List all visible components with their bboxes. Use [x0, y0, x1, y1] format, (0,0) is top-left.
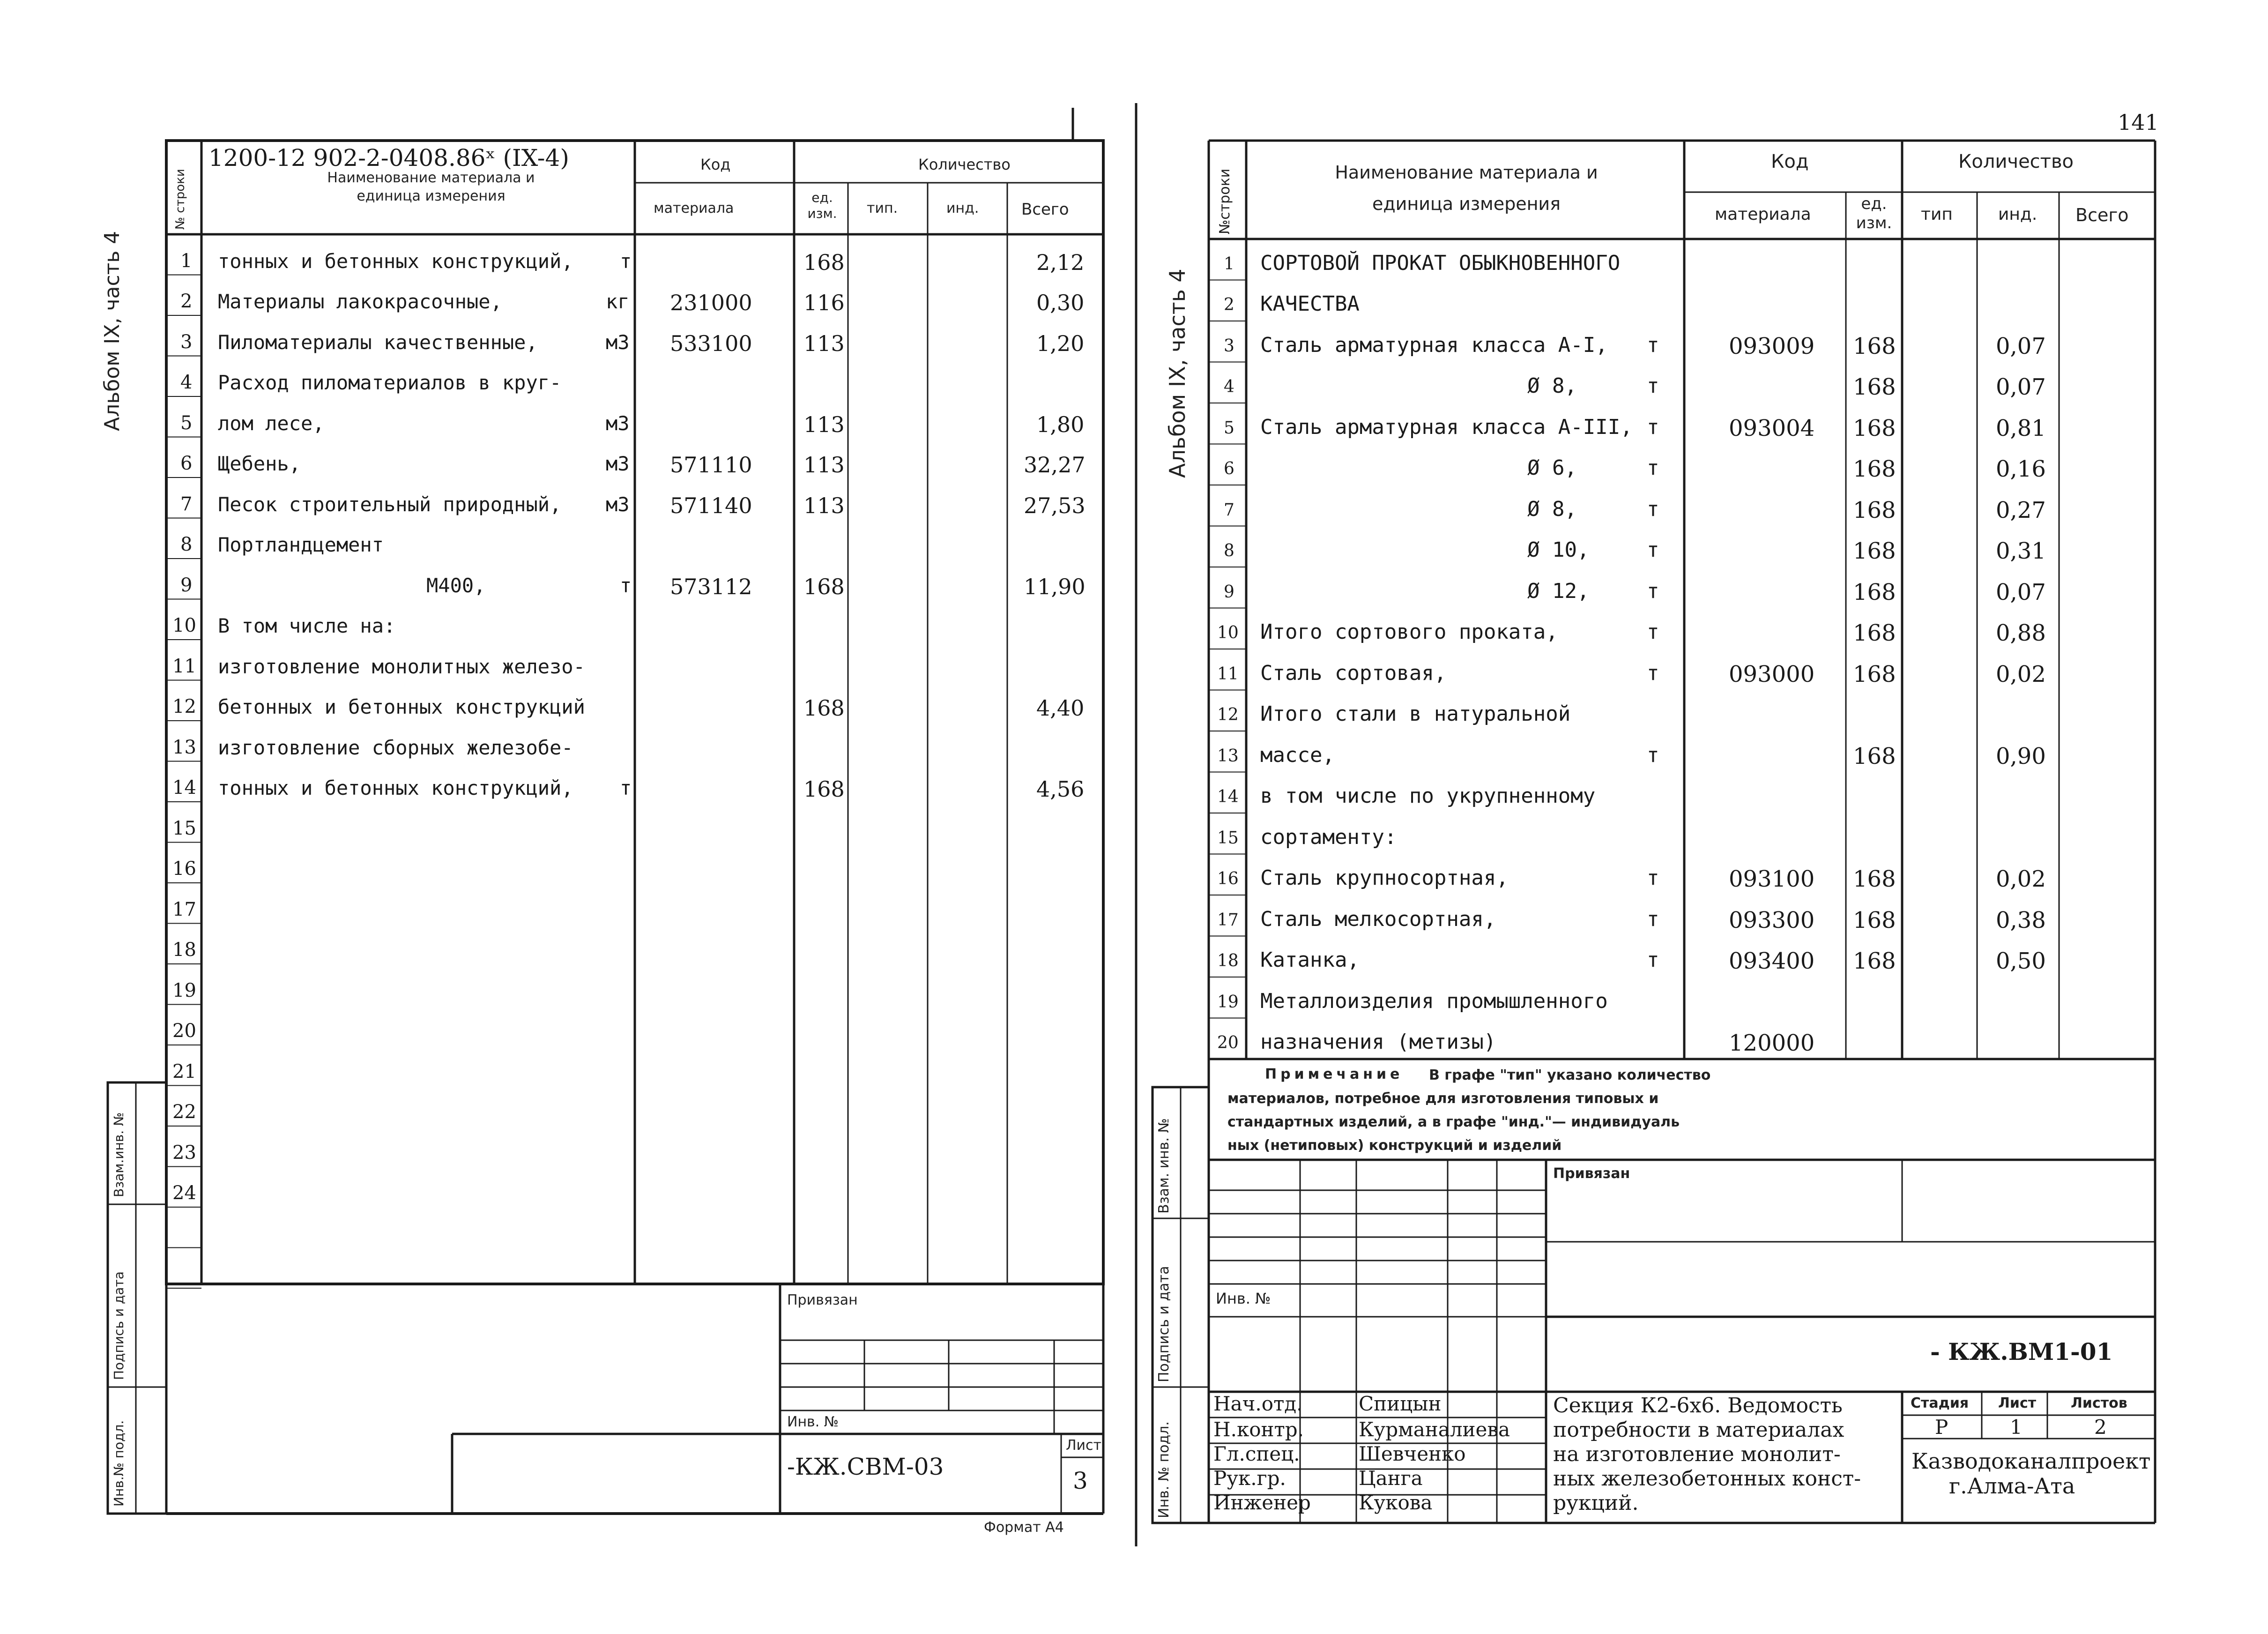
- right-row-name: сортаменту:: [1260, 825, 1397, 849]
- right-row-code: 093000: [1729, 661, 1815, 687]
- stamp-stage: Р: [1935, 1416, 1948, 1439]
- left-header-code-material: материала: [654, 200, 734, 216]
- stamp-title-line-1: Секция К2-6х6. Ведомость: [1553, 1394, 1843, 1418]
- right-row-name: в том числе по укрупненному: [1260, 784, 1596, 808]
- left-header-row-no: № строки: [173, 169, 187, 230]
- right-row-name: Сталь крупносортная,: [1260, 866, 1509, 890]
- right-row-unit-code: 168: [1853, 661, 1896, 687]
- right-row-code: 120000: [1729, 1030, 1815, 1056]
- left-row-unit-code: 113: [803, 452, 845, 478]
- left-header-name: Наименование материала и единица измерения: [327, 170, 535, 204]
- right-header-q-total: Всего: [2075, 205, 2129, 225]
- right-row-number: 10: [1217, 623, 1239, 642]
- right-row-unit: т: [1647, 907, 1659, 931]
- stamp-person-role: Н.контр.: [1213, 1418, 1304, 1441]
- right-margin-replaced-inv: Взам. инв. №: [1156, 1118, 1172, 1214]
- right-row-name: Металлоизделия промышленного: [1260, 989, 1608, 1013]
- right-row-number: 12: [1217, 705, 1239, 724]
- right-row-unit-code: 168: [1853, 866, 1896, 892]
- left-row-unit: кг: [606, 290, 630, 313]
- right-row-ind: 0,38: [1996, 907, 2046, 933]
- left-row-number: 19: [172, 979, 196, 1001]
- left-row-total: 1,20: [1036, 330, 1085, 356]
- right-row-name: Итого сортового проката,: [1260, 620, 1558, 644]
- stamp-person-role: Инженер: [1213, 1491, 1311, 1514]
- right-row-unit-code: 168: [1853, 415, 1896, 441]
- right-row-unit: т: [1647, 497, 1659, 521]
- right-header-q-ind: инд.: [1998, 205, 2037, 224]
- right-row-number: 8: [1224, 541, 1234, 560]
- right-row-name: Ø 8,: [1527, 374, 1577, 398]
- left-header-q-total: Всего: [1021, 200, 1069, 219]
- left-row-name: М400,: [426, 574, 486, 597]
- left-row-number: 10: [172, 615, 196, 636]
- left-stamp-bound: Привязан: [787, 1292, 858, 1308]
- left-row-name: Пиломатериалы качественные,: [218, 330, 538, 354]
- note-line-1: В графе "тип" указано количество: [1429, 1067, 1711, 1083]
- left-row-unit-code: 116: [803, 290, 845, 315]
- left-row-total: 1,80: [1036, 411, 1085, 437]
- left-doc-ref: 1200-12 902-2-0408.86ˣ (IX-4): [208, 144, 569, 172]
- left-row-number: 8: [180, 534, 193, 555]
- right-row-name: КАЧЕСТВА: [1260, 292, 1360, 316]
- right-row-unit: т: [1647, 866, 1659, 890]
- stamp-sheets-label: Листов: [2071, 1395, 2127, 1411]
- left-row-number: 2: [180, 291, 193, 312]
- stamp-org-line-2: г.Алма-Ата: [1949, 1473, 2075, 1499]
- left-row-number: 23: [172, 1142, 196, 1164]
- right-row-number: 3: [1224, 336, 1234, 356]
- left-format-label: Формат А4: [984, 1519, 1064, 1536]
- right-row-number: 19: [1217, 992, 1239, 1012]
- left-row-name: бетонных и бетонных конструкций: [218, 695, 585, 718]
- right-row-unit-code: 168: [1853, 907, 1896, 933]
- right-row-name: Сталь мелкосортная,: [1260, 907, 1496, 931]
- left-row-total: 4,56: [1036, 776, 1085, 802]
- left-row-number: 1: [180, 250, 193, 272]
- left-row-code: 571140: [670, 492, 752, 518]
- right-row-name: Сталь арматурная класса А-I,: [1260, 333, 1608, 357]
- right-row-ind: 0,16: [1996, 456, 2046, 482]
- stamp-org-line-1: Казводоканалпроект: [1911, 1448, 2151, 1474]
- left-row-unit-code: 113: [803, 411, 845, 437]
- left-stamp-sheet-no: 3: [1073, 1467, 1088, 1494]
- left-margin-replaced-inv: Взам.инв. №: [111, 1112, 126, 1197]
- left-margin-signature-date: Подпись и дата: [111, 1271, 126, 1380]
- stamp-person-role: Рук.гр.: [1213, 1467, 1286, 1490]
- stamp-person-role: Гл.спец.: [1213, 1442, 1300, 1465]
- right-row-unit-code: 168: [1853, 333, 1896, 359]
- right-row-unit-code: 168: [1853, 743, 1896, 769]
- right-header-code-material: материала: [1715, 205, 1811, 224]
- right-row-code: 093100: [1729, 866, 1815, 892]
- left-row-number: 6: [180, 453, 193, 474]
- left-row-unit-code: 113: [803, 492, 845, 518]
- left-header-quantity: Количество: [918, 156, 1011, 173]
- right-row-unit: т: [1647, 579, 1659, 603]
- left-row-number: 4: [180, 372, 193, 393]
- stamp-sheets: 2: [2094, 1416, 2107, 1439]
- left-row-unit: м3: [606, 411, 630, 435]
- right-row-unit-code: 168: [1853, 456, 1896, 482]
- left-row-unit: м3: [606, 452, 630, 475]
- right-row-unit-code: 168: [1853, 538, 1896, 564]
- left-row-number: 7: [180, 493, 193, 515]
- left-row-total: 32,27: [1024, 452, 1086, 478]
- right-row-number: 4: [1224, 377, 1234, 396]
- right-row-name: Ø 10,: [1527, 538, 1590, 562]
- right-row-code: 093300: [1729, 907, 1815, 933]
- left-row-unit: м3: [606, 492, 630, 516]
- left-stamp-sheet-label: Лист: [1066, 1437, 1102, 1454]
- left-row-number: 15: [172, 817, 196, 839]
- left-row-name: тонных и бетонных конструкций,: [218, 776, 573, 799]
- right-row-number: 18: [1217, 951, 1239, 970]
- right-row-number: 7: [1224, 500, 1234, 520]
- right-row-name: Катанка,: [1260, 948, 1360, 972]
- right-header-quantity: Количество: [1958, 151, 2074, 172]
- right-row-ind: 0,02: [1996, 661, 2046, 687]
- left-row-unit: т: [620, 574, 632, 597]
- left-stamp-inv: Инв. №: [787, 1414, 839, 1430]
- right-row-number: 13: [1217, 746, 1239, 766]
- right-row-ind: 0,90: [1996, 743, 2046, 769]
- right-page-number: 141: [2118, 110, 2159, 135]
- left-row-code: 533100: [670, 330, 752, 356]
- right-row-unit: т: [1647, 620, 1659, 644]
- right-row-ind: 0,27: [1996, 497, 2046, 523]
- right-row-number: 2: [1224, 295, 1234, 314]
- left-row-number: 17: [172, 898, 196, 920]
- right-row-code: 093004: [1729, 415, 1815, 441]
- right-row-name: Сталь арматурная класса А-III,: [1260, 415, 1633, 439]
- right-row-unit-code: 168: [1853, 948, 1896, 974]
- right-row-name: Ø 8,: [1527, 497, 1577, 521]
- left-row-number: 20: [172, 1020, 196, 1042]
- note-line-3: стандартных изделий, а в графе "инд."— индивидуаль: [1227, 1114, 1680, 1130]
- left-row-name: Песок строительный природный,: [218, 492, 562, 516]
- right-row-unit: т: [1647, 415, 1659, 439]
- left-row-code: 231000: [670, 290, 752, 315]
- right-row-name: Сталь сортовая,: [1260, 661, 1447, 685]
- right-row-ind: 0,31: [1996, 538, 2046, 564]
- right-stamp-inv: Инв. №: [1216, 1290, 1271, 1307]
- left-row-name: лом лесе,: [218, 411, 325, 435]
- left-row-unit-code: 168: [803, 574, 845, 599]
- stamp-sheet: 1: [2010, 1416, 2023, 1439]
- right-row-unit: т: [1647, 374, 1659, 398]
- right-row-unit: т: [1647, 743, 1659, 767]
- right-header-code-unit: ед. изм.: [1856, 194, 1892, 232]
- right-row-code: 093009: [1729, 333, 1815, 359]
- right-album-label: Альбом IX, часть 4: [1165, 269, 1190, 478]
- right-row-ind: 0,88: [1996, 620, 2046, 646]
- left-row-number: 5: [180, 412, 193, 434]
- stamp-title-line-5: рукций.: [1553, 1491, 1639, 1515]
- stamp-title-line-3: на изготовление монолит-: [1553, 1442, 1841, 1466]
- left-margin-original-inv: Инв.№ подл.: [111, 1420, 126, 1507]
- left-row-number: 12: [172, 696, 196, 717]
- right-row-unit: т: [1647, 333, 1659, 357]
- right-row-number: 14: [1217, 787, 1239, 806]
- right-margin-original-inv: Инв. № подл.: [1156, 1421, 1172, 1518]
- note-line-4: ных (нетиповых) конструкций и изделий: [1227, 1137, 1562, 1154]
- left-row-number: 18: [172, 939, 196, 961]
- note-title: Примечание: [1265, 1066, 1404, 1082]
- left-row-name: изготовление монолитных железо-: [218, 655, 585, 678]
- left-header-q-type: тип.: [867, 200, 898, 216]
- left-row-number: 3: [180, 331, 193, 353]
- right-row-unit: т: [1647, 538, 1659, 562]
- left-row-name: изготовление сборных железобе-: [218, 736, 573, 759]
- stamp-person-name: Цанга: [1359, 1467, 1423, 1490]
- left-row-unit-code: 113: [803, 330, 845, 356]
- right-row-unit: т: [1647, 456, 1659, 480]
- left-row-unit-code: 168: [803, 695, 845, 721]
- left-row-total: 2,12: [1036, 249, 1085, 275]
- stamp-person-role: Нач.отд.: [1213, 1392, 1303, 1415]
- right-header-name: Наименование материала и единица измерения: [1335, 162, 1598, 214]
- left-row-number: 24: [172, 1182, 196, 1204]
- left-row-total: 27,53: [1024, 492, 1086, 518]
- left-row-number: 22: [172, 1101, 196, 1123]
- right-header-row-no: №строки: [1217, 168, 1233, 234]
- right-row-name: массе,: [1260, 743, 1335, 767]
- right-row-ind: 0,02: [1996, 866, 2046, 892]
- right-row-ind: 0,07: [1996, 374, 2046, 400]
- right-row-number: 16: [1217, 869, 1239, 888]
- left-row-name: Расход пиломатериалов в круг-: [218, 371, 562, 394]
- right-row-unit: т: [1647, 948, 1659, 972]
- right-row-number: 15: [1217, 828, 1239, 848]
- left-row-unit-code: 168: [803, 249, 845, 275]
- left-row-code: 573112: [670, 574, 752, 599]
- left-row-code: 571110: [670, 452, 752, 478]
- left-row-unit: т: [620, 249, 632, 273]
- left-row-total: 4,40: [1036, 695, 1085, 721]
- right-row-name: назначения (метизы): [1260, 1030, 1496, 1054]
- left-row-unit: т: [620, 776, 632, 799]
- right-row-number: 5: [1224, 418, 1234, 438]
- right-row-ind: 0,07: [1996, 579, 2046, 605]
- stamp-title-line-2: потребности в материалах: [1553, 1418, 1844, 1442]
- right-row-unit: т: [1647, 661, 1659, 685]
- left-row-number: 9: [180, 574, 193, 596]
- left-row-number: 14: [172, 777, 196, 798]
- right-row-number: 11: [1217, 664, 1239, 684]
- left-album-label: Альбом IX, часть 4: [100, 231, 124, 431]
- note-line-2: материалов, потребное для изготовления типовых и: [1227, 1090, 1659, 1107]
- stamp-person-name: Шевченко: [1359, 1442, 1466, 1465]
- left-row-total: 11,90: [1024, 574, 1086, 599]
- left-row-number: 16: [172, 858, 196, 880]
- right-row-ind: 0,81: [1996, 415, 2046, 441]
- left-row-number: 11: [172, 655, 196, 677]
- right-margin-signature-date: Подпись и дата: [1156, 1266, 1172, 1382]
- right-row-code: 093400: [1729, 948, 1815, 974]
- right-header-q-type: тип: [1921, 205, 1953, 224]
- left-row-number: 13: [172, 736, 196, 758]
- right-row-number: 6: [1224, 459, 1234, 478]
- right-row-name: Ø 12,: [1527, 579, 1590, 603]
- left-row-unit: м3: [606, 330, 630, 354]
- right-row-number: 1: [1224, 254, 1234, 274]
- stamp-person-name: Кукова: [1359, 1491, 1433, 1514]
- left-row-name: Щебень,: [218, 452, 301, 475]
- right-stamp-doc-code: - КЖ.ВМ1-01: [1930, 1338, 2113, 1365]
- right-row-number: 17: [1217, 910, 1239, 930]
- right-row-name: Ø 6,: [1527, 456, 1577, 480]
- left-row-name: В том числе на:: [218, 614, 396, 637]
- right-header-code: Код: [1771, 151, 1809, 172]
- right-row-ind: 0,50: [1996, 948, 2046, 974]
- left-header-code-unit: ед. изм.: [807, 190, 837, 221]
- stamp-title-line-4: ных железобетонных конст-: [1553, 1467, 1861, 1491]
- left-row-name: Материалы лакокрасочные,: [218, 290, 502, 313]
- stamp-person-name: Спицын: [1359, 1392, 1442, 1415]
- left-row-unit-code: 168: [803, 776, 845, 802]
- left-row-name: Портландцемент: [218, 533, 384, 556]
- left-row-total: 0,30: [1036, 290, 1085, 315]
- right-row-number: 20: [1217, 1033, 1239, 1052]
- left-header-code: Код: [700, 156, 731, 173]
- right-row-name: Итого стали в натуральной: [1260, 702, 1571, 726]
- right-row-unit-code: 168: [1853, 579, 1896, 605]
- right-row-unit-code: 168: [1853, 620, 1896, 646]
- left-header-q-ind: инд.: [946, 200, 979, 216]
- right-stamp-bound: Привязан: [1553, 1165, 1630, 1182]
- right-row-name: СОРТОВОЙ ПРОКАТ ОБЫКНОВЕННОГО: [1260, 251, 1621, 275]
- left-row-number: 21: [172, 1060, 196, 1082]
- right-row-unit-code: 168: [1853, 374, 1896, 400]
- stamp-person-name: Курманалиева: [1359, 1418, 1510, 1441]
- stamp-sheet-label: Лист: [1998, 1395, 2037, 1411]
- left-stamp-doc-code: -КЖ.СВМ-03: [787, 1453, 944, 1480]
- stamp-stage-label: Стадия: [1911, 1395, 1969, 1411]
- left-row-name: тонных и бетонных конструкций,: [218, 249, 573, 273]
- right-row-ind: 0,07: [1996, 333, 2046, 359]
- right-row-number: 9: [1224, 582, 1234, 602]
- right-row-unit-code: 168: [1853, 497, 1896, 523]
